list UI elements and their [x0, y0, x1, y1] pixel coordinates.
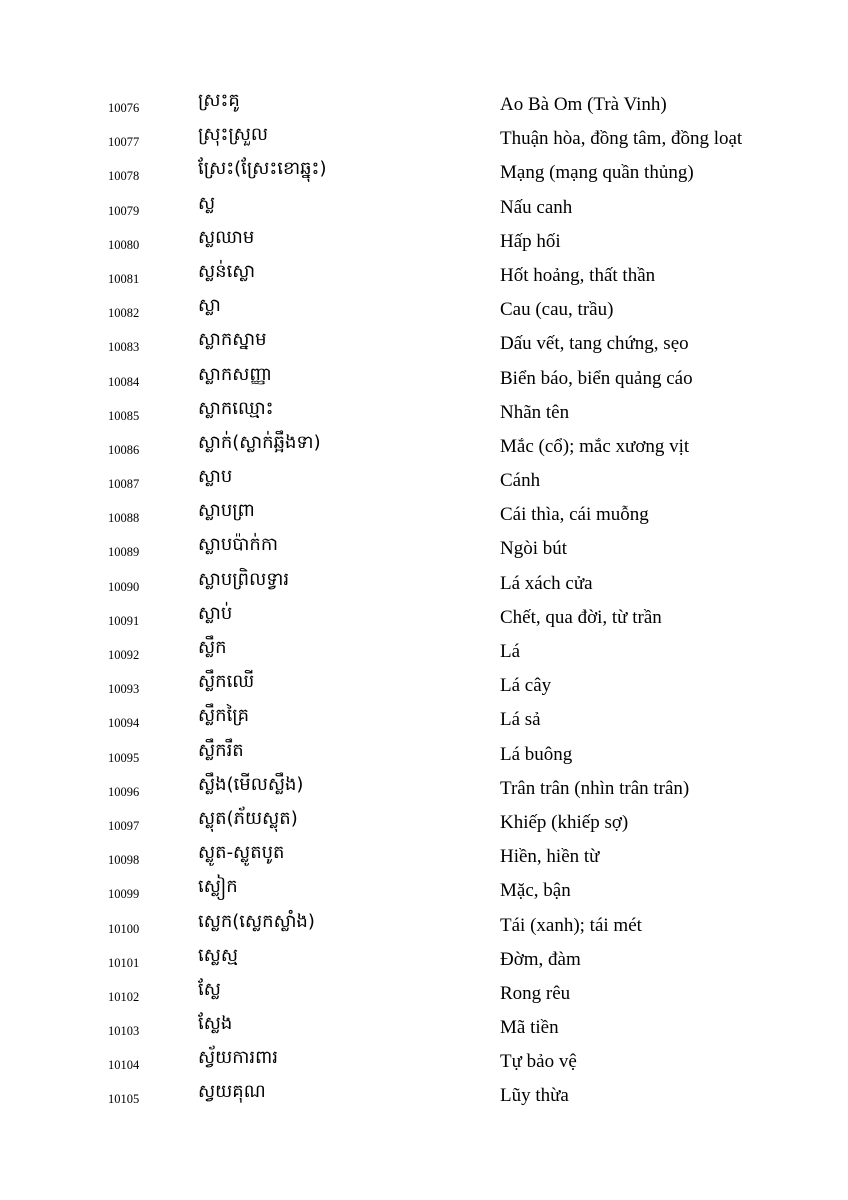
entry-number: 10103: [108, 1024, 140, 1039]
khmer-term: ស្លាកស្នាម: [198, 329, 267, 351]
vietnamese-translation: Đờm, đàm: [500, 948, 581, 970]
entry-row: [0, 496, 848, 530]
vietnamese-translation: Biển báo, biển quảng cáo: [500, 367, 693, 389]
vietnamese-translation: Nấu canh: [500, 196, 573, 218]
entry-number: 10104: [108, 1058, 140, 1073]
entry-row: [0, 189, 848, 223]
vietnamese-translation: Cau (cau, trầu): [500, 299, 614, 321]
khmer-term: ស្វយគុណ: [198, 1081, 266, 1103]
khmer-term: ស្រះគូ: [198, 90, 240, 111]
entry-row: [0, 565, 848, 599]
vietnamese-translation: Rong rêu: [500, 982, 571, 1004]
entry-number: 10087: [108, 477, 140, 492]
vietnamese-translation: Thuận hòa, đồng tâm, đồng loạt: [500, 128, 743, 150]
vietnamese-translation: Nhãn tên: [500, 401, 570, 423]
khmer-term: ស្លាបព្រា: [198, 500, 255, 522]
vietnamese-translation: Lá: [500, 641, 521, 662]
entry-row: [0, 325, 848, 359]
entry-row: [0, 804, 848, 838]
entry-number: 10086: [108, 442, 140, 457]
vietnamese-translation: Ngòi bút: [500, 538, 568, 560]
vietnamese-translation: Trân trân (nhìn trân trân): [500, 777, 690, 799]
entry-number: 10102: [108, 989, 140, 1004]
entry-number: 10076: [108, 101, 140, 115]
entry-number: 10082: [108, 306, 140, 321]
vietnamese-translation: Tái (xanh); tái mét: [500, 914, 642, 936]
vietnamese-translation: Khiếp (khiếp sợ): [500, 811, 629, 833]
entry-number: 10096: [108, 784, 140, 799]
entry-number: 10079: [108, 203, 140, 218]
entry-row: [0, 941, 848, 975]
entry-row: [0, 428, 848, 462]
khmer-term: ស្លន់ស្លោ: [198, 260, 256, 282]
entry-row: [0, 599, 848, 633]
khmer-term: ស្លឹករឹត: [198, 739, 244, 761]
entry-row: [0, 667, 848, 701]
entry-number: 10094: [108, 716, 140, 731]
entry-number: 10083: [108, 340, 140, 355]
khmer-term: ស្លាប់: [198, 602, 233, 624]
khmer-term: ស្លាបប៉ាក់កា: [198, 534, 278, 556]
entry-number: 10093: [108, 682, 140, 697]
khmer-term: ស្លឹង(មើលស្លឹង): [198, 773, 304, 795]
entry-row: [0, 223, 848, 257]
khmer-term: ស្រុះស្រួល: [198, 124, 269, 146]
entry-number: 10077: [108, 135, 140, 150]
entry-number: 10098: [108, 853, 140, 868]
khmer-term: ស្លែង: [198, 1013, 233, 1035]
entry-number: 10099: [108, 887, 140, 902]
entry-number: 10085: [108, 408, 140, 423]
vietnamese-translation: Cánh: [500, 470, 541, 492]
khmer-term: ស្លែ: [198, 978, 221, 1000]
khmer-term: ស្រែះ(ស្រែះខោឆ្នុះ): [198, 158, 327, 180]
khmer-term: ស្លឹកឈើ: [198, 671, 255, 693]
entry-number: 10100: [108, 921, 140, 936]
entry-row: [0, 291, 848, 325]
khmer-term: ស្លា: [198, 295, 221, 317]
khmer-term: ស្លឹកគ្រៃ: [198, 705, 250, 727]
entry-number: 10088: [108, 511, 140, 526]
khmer-term: ស្វ័យការពារ: [198, 1047, 278, 1069]
entry-number: 10081: [108, 271, 140, 286]
khmer-term: ស្លុត(ភ័យស្លុត): [198, 807, 298, 829]
vietnamese-translation: Lá xách cửa: [500, 572, 593, 594]
vietnamese-translation: Mã tiền: [500, 1017, 559, 1039]
vietnamese-translation: Lá buông: [500, 743, 573, 765]
khmer-term: ស្លៀក: [198, 876, 238, 898]
entry-row: [0, 838, 848, 872]
entry-number: 10105: [108, 1092, 140, 1107]
entry-number: 10091: [108, 613, 140, 628]
khmer-term: ស្លូត-ស្លូតបូត: [198, 842, 285, 864]
vietnamese-translation: Chết, qua đời, từ trần: [500, 606, 662, 628]
khmer-term: ស្លេស្ម: [198, 944, 238, 966]
vietnamese-translation: Lũy thừa: [500, 1085, 569, 1107]
vietnamese-translation: Mặc, bận: [500, 880, 571, 902]
entry-row: [0, 154, 848, 188]
entry-number: 10084: [108, 374, 140, 389]
entry-row: [0, 257, 848, 291]
entry-row: [0, 633, 848, 667]
entry-number: 10097: [108, 818, 140, 833]
entry-row: [0, 907, 848, 941]
vietnamese-translation: Lá cây: [500, 675, 552, 697]
entry-number: 10078: [108, 169, 140, 184]
entry-number: 10092: [108, 648, 140, 662]
entry-row: [0, 1009, 848, 1043]
entry-row: [0, 86, 848, 120]
vietnamese-translation: Mạng (mạng quần thủng): [500, 162, 694, 184]
entry-row: [0, 872, 848, 906]
dictionary-entries: [0, 86, 848, 1112]
khmer-term: ស្លាបព្រិលទ្វារ: [198, 568, 290, 590]
vietnamese-translation: Hiền, hiền từ: [500, 846, 600, 868]
khmer-term: ស្លាកឈ្មោះ: [198, 397, 274, 419]
entry-number: 10090: [108, 579, 140, 594]
entry-row: [0, 530, 848, 564]
entry-row: [0, 360, 848, 394]
khmer-term: ស្លឈាម: [198, 226, 255, 248]
vietnamese-translation: Tự bảo vệ: [500, 1051, 577, 1073]
khmer-term: ស្លេក(ស្លេកស្លាំង): [198, 910, 315, 932]
entry-row: [0, 394, 848, 428]
vietnamese-translation: Cái thìa, cái muỗng: [500, 504, 649, 526]
entry-row: [0, 1077, 848, 1111]
entry-number: 10089: [108, 545, 140, 560]
khmer-term: ស្ល: [198, 192, 216, 214]
entry-number: 10095: [108, 750, 140, 765]
entry-row: [0, 736, 848, 770]
entry-row: [0, 770, 848, 804]
khmer-term: ស្លឹក: [198, 637, 227, 658]
entry-number: 10080: [108, 237, 140, 252]
vietnamese-translation: Lá sả: [500, 709, 541, 731]
khmer-term: ស្លាកសញ្ញា: [198, 363, 272, 385]
khmer-term: ស្លាប: [198, 466, 233, 488]
vietnamese-translation: Dấu vết, tang chứng, sẹo: [500, 333, 689, 355]
vietnamese-translation: Hấp hối: [500, 230, 561, 252]
vietnamese-translation: Ao Bà Om (Trà Vinh): [500, 94, 667, 115]
entry-row: [0, 462, 848, 496]
entry-row: [0, 701, 848, 735]
vietnamese-translation: Hốt hoảng, thất thần: [500, 264, 656, 286]
khmer-term: ស្លាក់(ស្លាក់ឆ្អឹងទា): [198, 431, 321, 453]
entry-number: 10101: [108, 955, 140, 970]
entry-row: [0, 975, 848, 1009]
entry-row: [0, 120, 848, 154]
vietnamese-translation: Mắc (cổ); mắc xương vịt: [500, 435, 690, 457]
entry-row: [0, 1043, 848, 1077]
